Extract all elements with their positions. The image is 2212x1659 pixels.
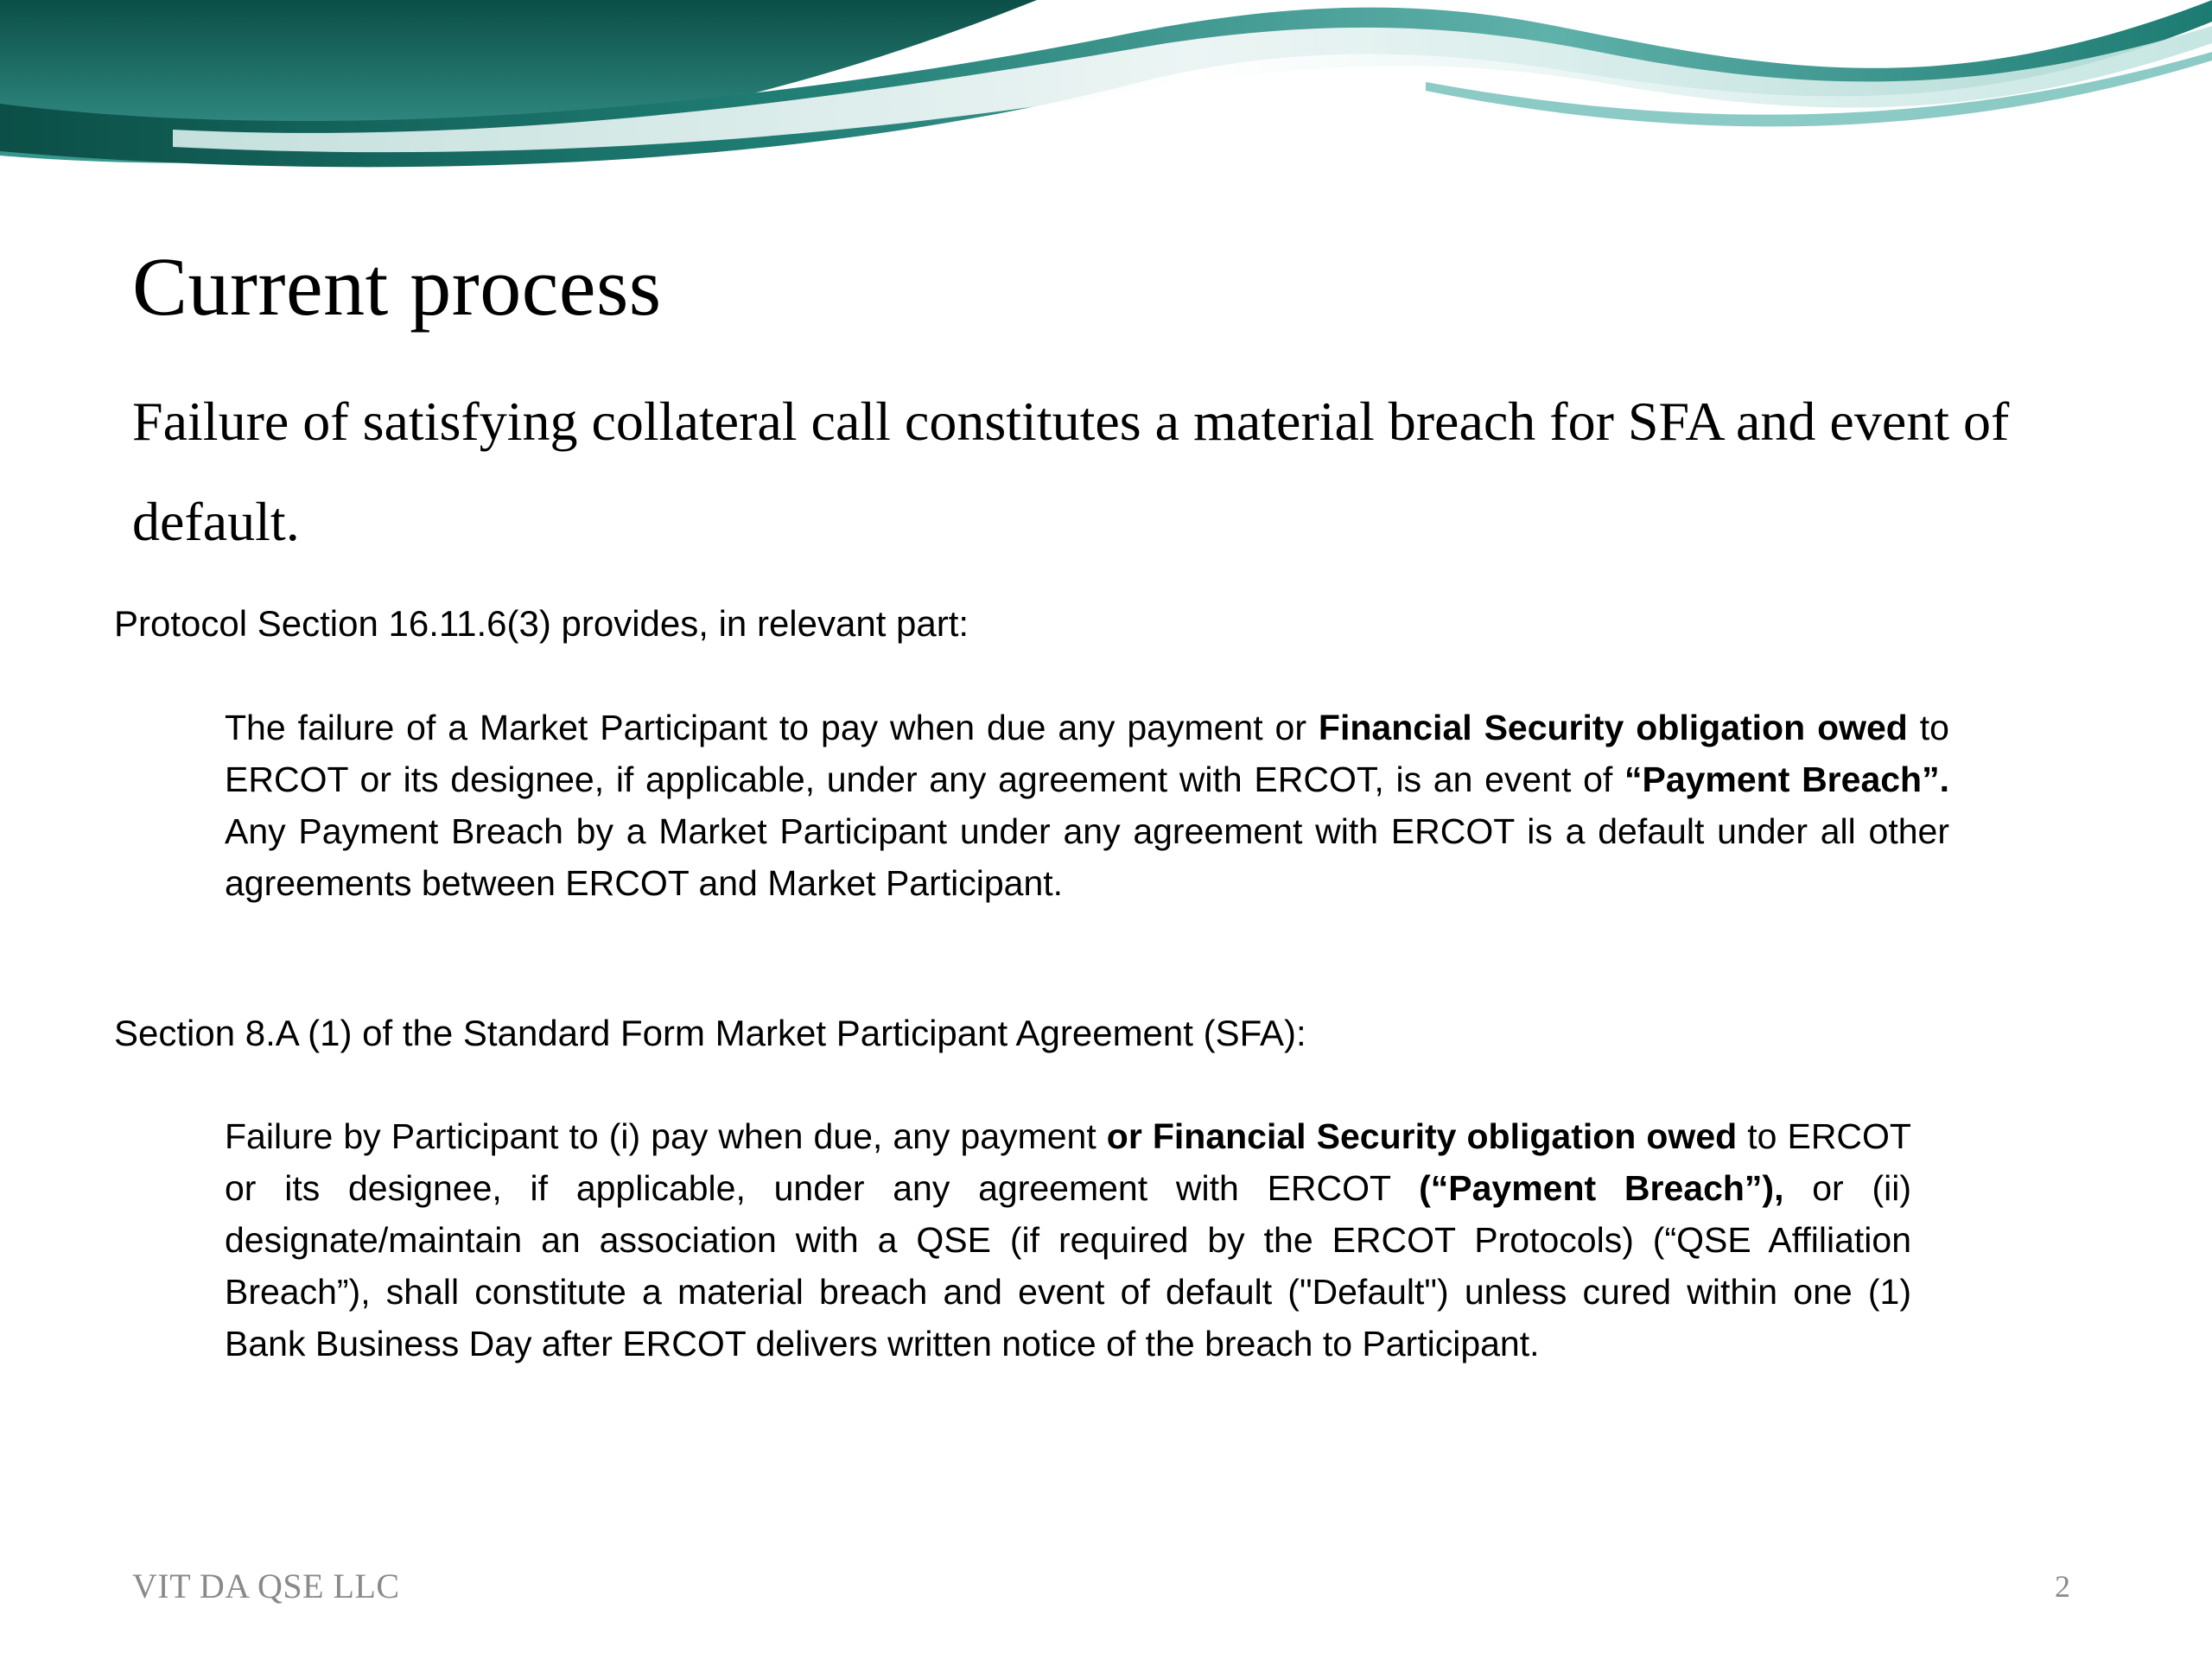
sfa-quote-bold-1: or Financial Security obligation owed xyxy=(1106,1116,1738,1156)
slide-subtitle: Failure of satisfying collateral call constitutes a material breach for SFA and event of default. xyxy=(132,391,2010,552)
protocol-quote-text-2: to ERCOT or its designee, if applicable, under any agreement with ERCOT, is an event of xyxy=(225,708,1949,799)
sfa-quote-text-3: or (ii) designate/maintain an association with a QSE (if required by the ERCOT Protocols) (“QSE Affiliation Breach”), shall constitute a material breach and event of default ("Default") unless cured within one (1) Bank Business Day after ERCOT delivers written notice of the breach to Participant. xyxy=(225,1168,1911,1363)
sfa-quote-text-1: Failure by Participant to (i) pay when due, any payment xyxy=(225,1116,1107,1156)
protocol-quote-bold-1: Financial Security obligation owed xyxy=(1318,708,1908,747)
protocol-quote-text-1: The failure of a Market Participant to pay when due any payment or xyxy=(225,708,1319,747)
protocol-quote-text-3: Any Payment Breach by a Market Participant under any agreement with ERCOT is a default under all other agreements between ERCOT and Market Participant. xyxy=(225,811,1949,903)
header-wave-decoration xyxy=(0,0,2212,173)
sfa-section-heading: Section 8.A (1) of the Standard Form Market Participant Agreement (SFA): xyxy=(114,1013,1306,1053)
sfa-quote-bold-2: (“Payment Breach”), xyxy=(1419,1168,1784,1208)
protocol-quote xyxy=(225,702,1949,909)
sfa-quote-text-2: to ERCOT or its designee, if applicable, under any agreement with ERCOT xyxy=(225,1116,1911,1208)
footer-page-number: 2 xyxy=(2055,1569,2070,1604)
protocol-quote-bold-2: “Payment Breach”. xyxy=(1624,760,1949,799)
protocol-section-heading: Protocol Section 16.11.6(3) provides, in relevant part: xyxy=(114,603,969,644)
slide-title: Current process xyxy=(132,240,662,333)
sfa-quote xyxy=(225,1110,1911,1370)
footer-company-name: VIT DA QSE LLC xyxy=(132,1567,400,1605)
